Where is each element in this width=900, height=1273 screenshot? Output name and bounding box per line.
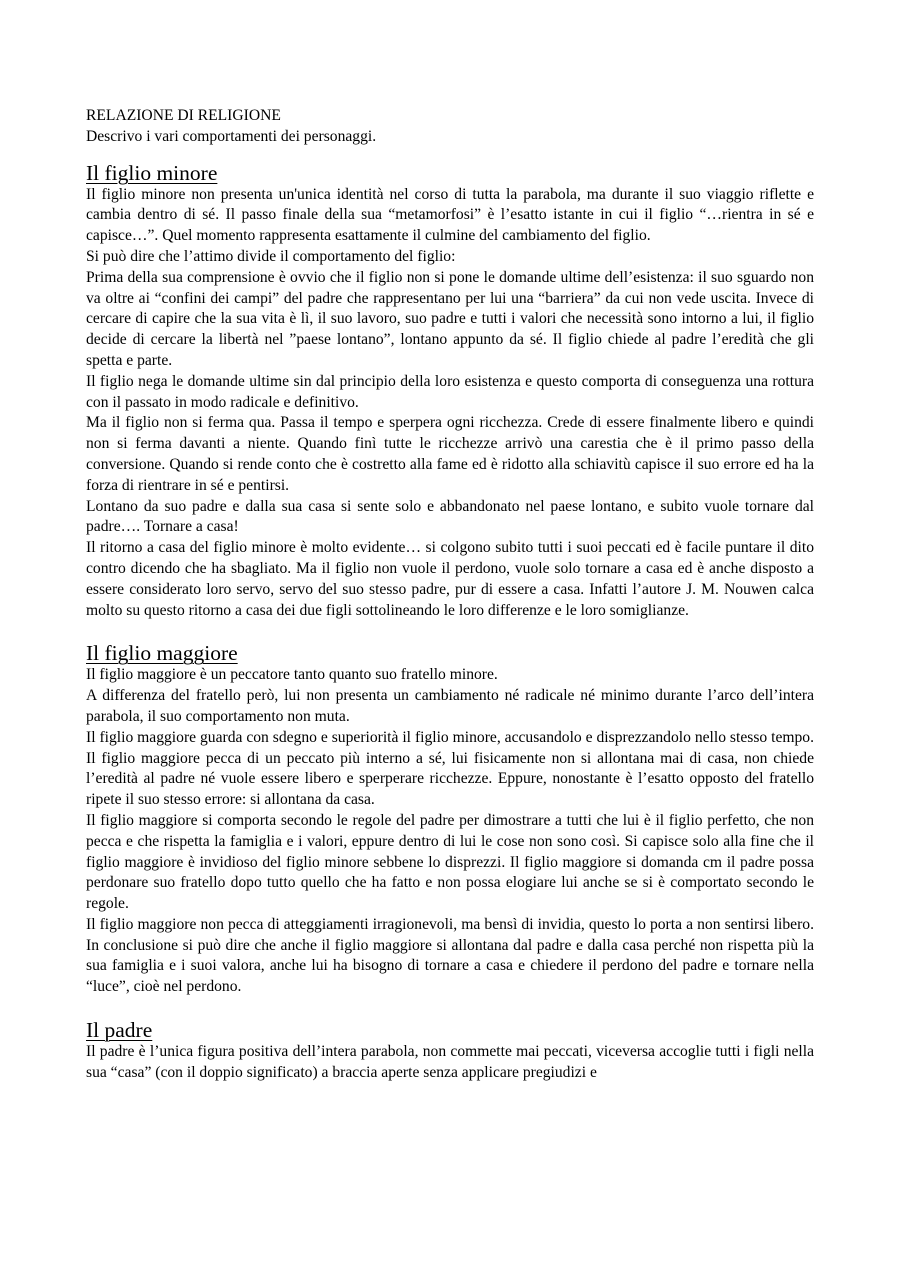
section-heading: Il figlio minore [86, 160, 218, 185]
paragraph: Il figlio maggiore guarda con sdegno e superiorità il figlio minore, accusandolo e disprezzandolo nello stesso tempo. Il figlio maggiore pecca di un peccato più interno a sé, lui fisicamente non si allontana mai di casa, non chiede l’eredità al padre né vuole essere libero e sperperare ricchezze. Eppure, nonostante è l’esatto opposto del fratello ripete il suo stesso errore: si allontana da casa. [86, 728, 814, 809]
section-figlio-minore [86, 161, 814, 622]
section-heading: Il figlio maggiore [86, 641, 238, 666]
paragraph: Lontano da suo padre e dalla sua casa si sente solo e abbandonato nel paese lontano, e subito vuole tornare dal padre…. Tornare a casa! [86, 497, 814, 536]
section-padre [86, 1018, 814, 1084]
paragraph: Il figlio nega le domande ultime sin dal principio della loro esistenza e questo comporta di conseguenza una rottura con il passato in modo radicale e definitivo. [86, 372, 814, 411]
paragraph: Prima della sua comprensione è ovvio che il figlio non si pone le domande ultime dell’esistenza: il suo sguardo non va oltre ai “confini dei campi” del padre che rappresentano per lui una “barriera” da cui non vede uscita. Invece di cercare di capire che la sua vita è lì, il suo lavoro, suo padre e tutti i valori che necessità sono intorno a lui, il figlio decide di cercare la libertà nel ”paese lontano”, lontano appunto da sé. Il figlio chiede al padre l’eredità che gli spetta e parte. [86, 268, 814, 369]
document-intro: Descrivo i vari comportamenti dei personaggi. [86, 127, 377, 145]
document-title: RELAZIONE DI RELIGIONE [86, 107, 281, 124]
paragraph: Si può dire che l’attimo divide il comportamento del figlio: [86, 247, 456, 265]
paragraph: Il figlio maggiore è un peccatore tanto quanto suo fratello minore. [86, 666, 498, 684]
paragraph: A differenza del fratello però, lui non presenta un cambiamento né radicale né minimo durante l’arco dell’intera parabola, il suo comportamento non muta. [86, 687, 814, 725]
paragraph: Il figlio minore non presenta un'unica identità nel corso di tutta la parabola, ma durante il suo viaggio riflette e cambia dentro di sé. Il passo finale della sua “metamorfosi” è l’esatto istante in cui il figlio “…rientra in sé e capisce…”. Quel momento rappresenta esattamente il culmine del cambiamento del figlio. [86, 185, 814, 245]
paragraph: Il figlio maggiore non pecca di atteggiamenti irragionevoli, ma bensì di invidia, questo lo porta a non sentirsi libero. In conclusione si può dire che anche il figlio maggiore si allontana dal padre e dalla casa perché non rispetta più la sua famiglia e i suoi valora, anche lui ha bisogno di tornare a casa e chiedere il perdono del padre e tornare nella “luce”, cioè nel perdono. [86, 915, 814, 996]
document-page [86, 106, 814, 1084]
paragraph: Il padre è l’unica figura positiva dell’intera parabola, non commette mai peccati, viceversa accoglie tutti i figli nella sua “casa” (con il doppio significato) a braccia aperte senza applicare pregiudizi e [86, 1043, 814, 1081]
paragraph: Il ritorno a casa del figlio minore è molto evidente… si colgono subito tutti i suoi peccati ed è facile puntare il dito contro dicendo che ha sbagliato. Ma il figlio non vuole il perdono, vuole solo tornare a casa ed è anche disposto a essere considerato loro servo, servo del suo stesso padre, pur di essere a casa. Infatti l’autore J. M. Nouwen calca molto su questo ritorno a casa dei due figli sottolineando le loro differenze e le loro somiglianze. [86, 539, 814, 619]
section-figlio-maggiore [86, 641, 814, 998]
section-heading: Il padre [86, 1018, 153, 1043]
paragraph: Ma il figlio non si ferma qua. Passa il tempo e sperpera ogni ricchezza. Crede di essere finalmente libero e quindi non si ferma davanti a niente. Quando finì tutte le ricchezze arrivò una carestia che è il primo passo della conversione. Quando si rende conto che è costretto alla fame ed è ridotto alla schiavitù capisce il suo errore ed ha la forza di rientrare in sé e pentirsi. [86, 414, 814, 494]
paragraph: Il figlio maggiore si comporta secondo le regole del padre per dimostrare a tutti che lui è il figlio perfetto, che non pecca e che rispetta la famiglia e i valori, eppure dentro di lui le cose non sono così. Si capisce solo alla fine che il figlio maggiore è invidioso del figlio minore sebbene lo disprezzi. Il figlio maggiore si domanda cm il padre possa perdonare suo fratello dopo tutto quello che ha fatto e non possa elogiare lui anche se si è comportato secondo le regole. [86, 811, 814, 913]
